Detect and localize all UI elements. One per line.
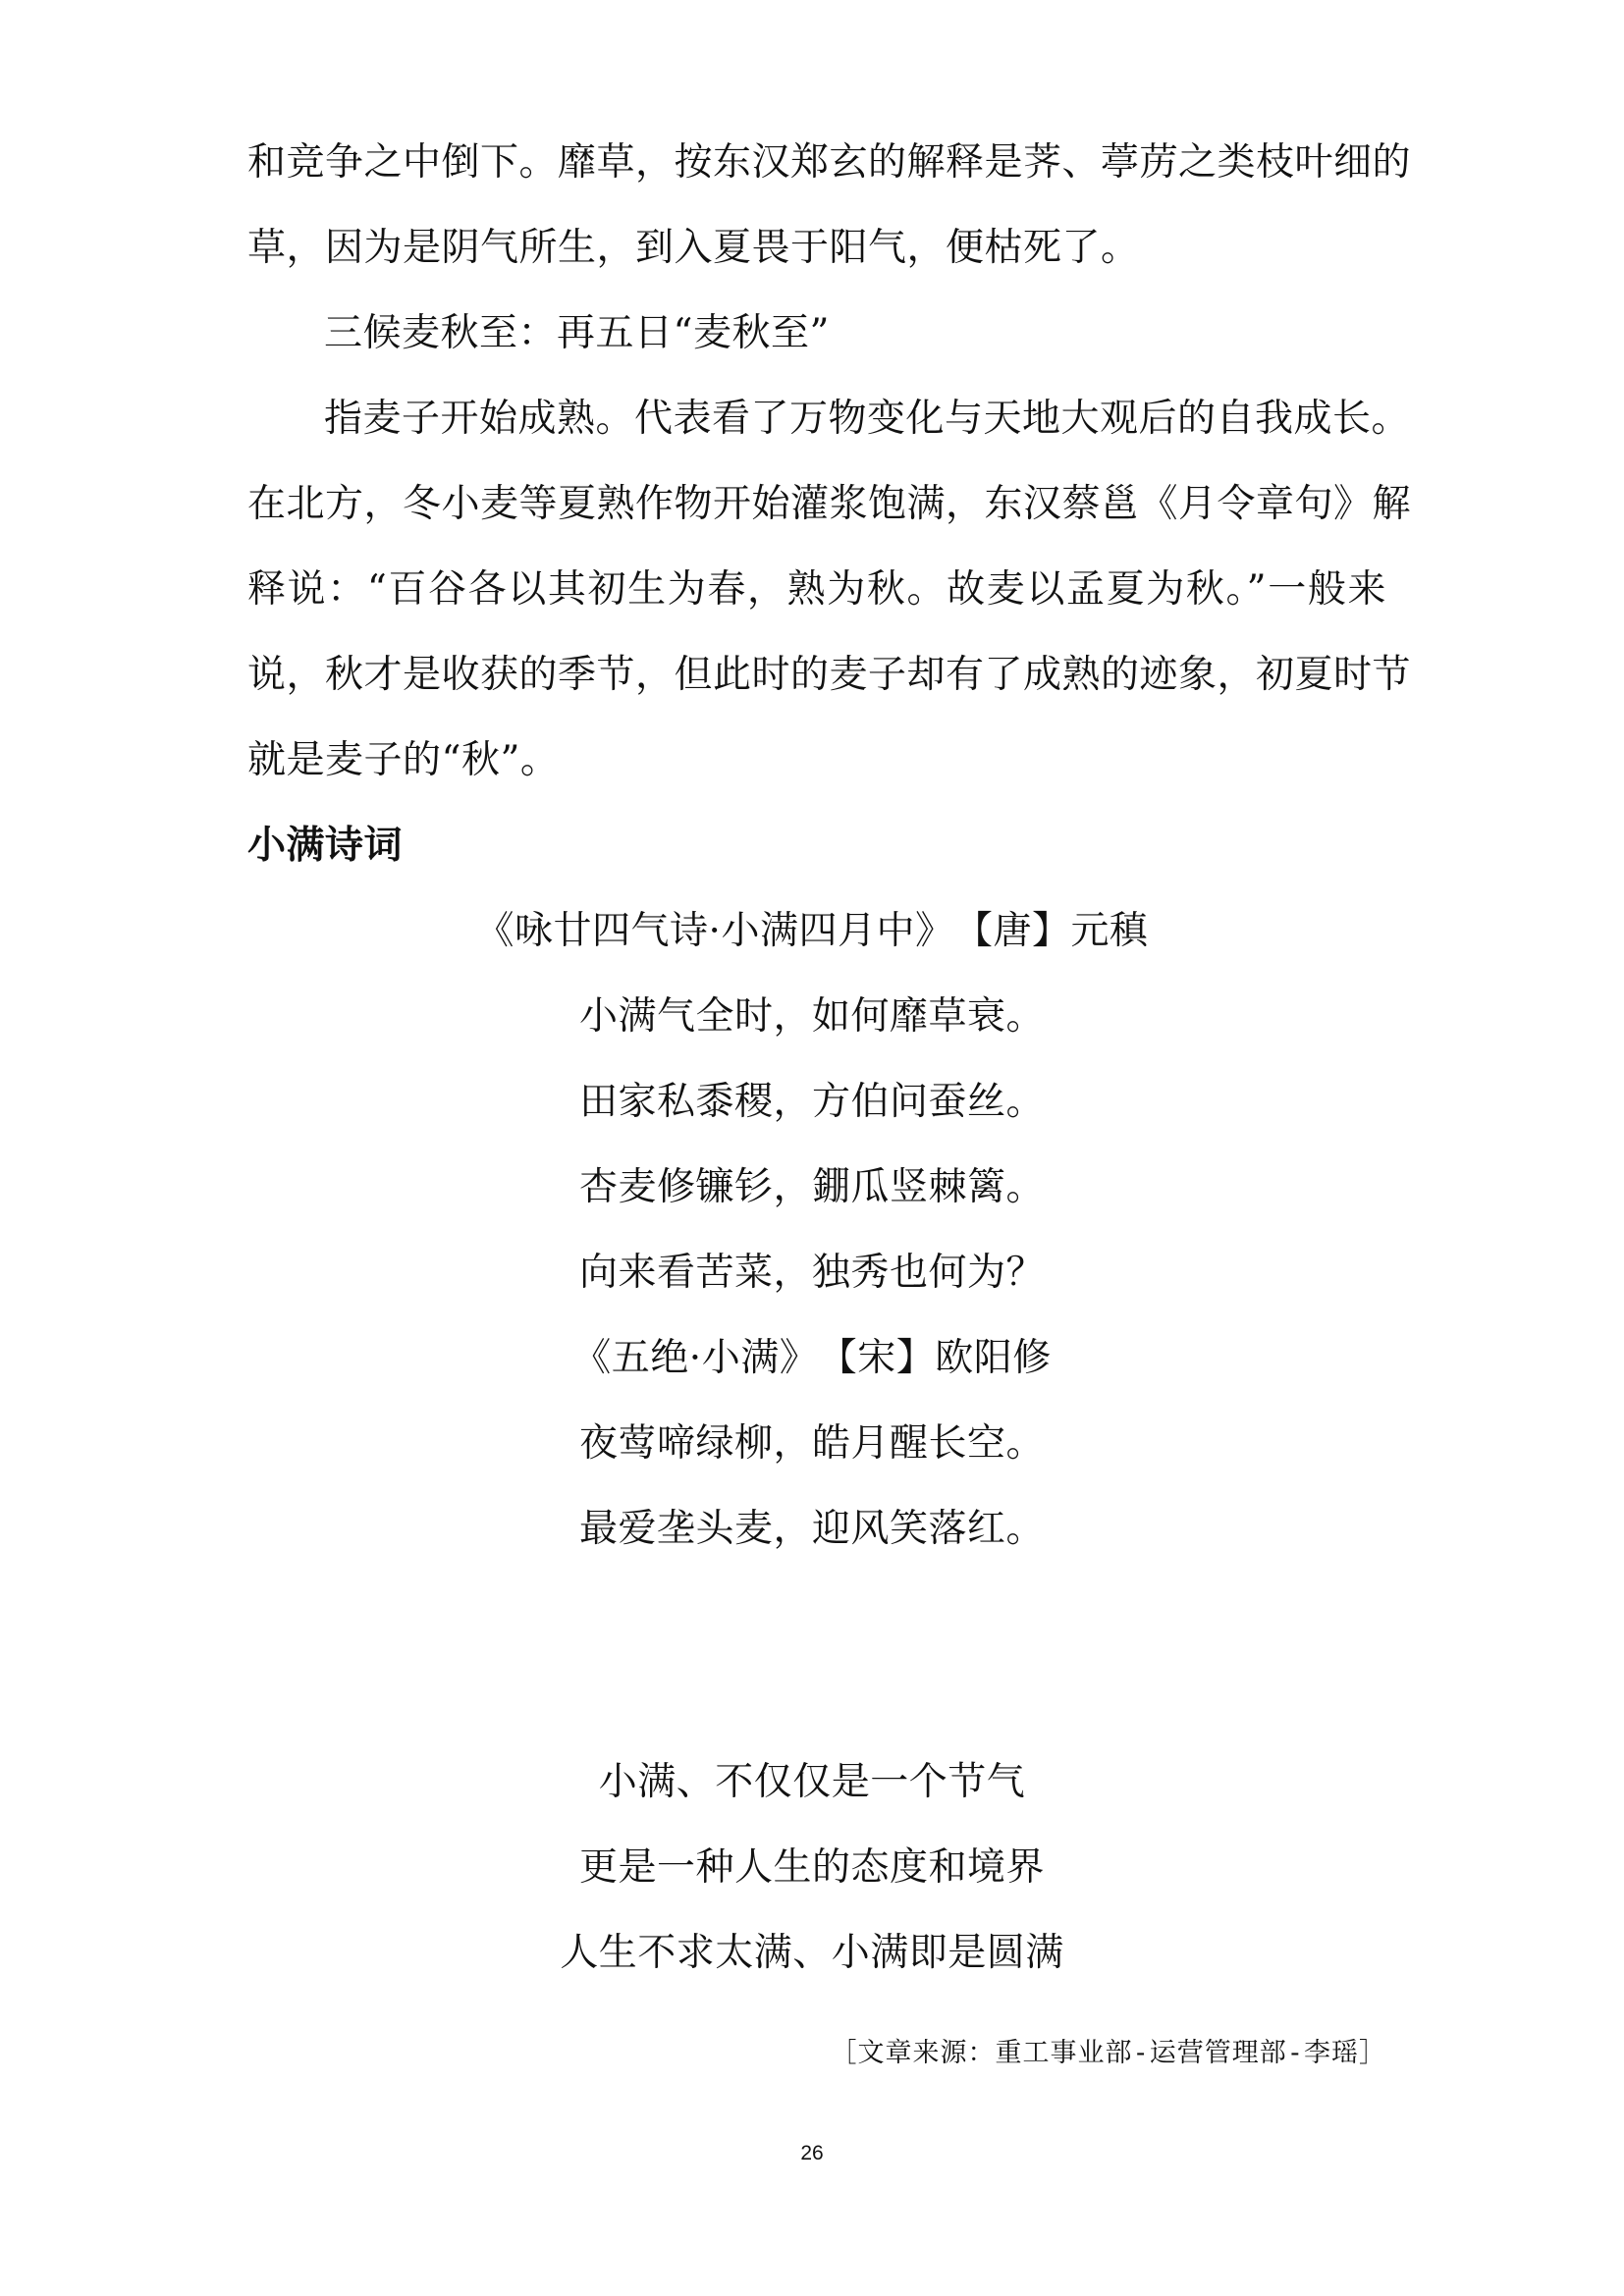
poem-line: 最爱垄头麦，迎风笑落红。: [578, 1507, 1045, 1551]
poem-line: 小满气全时，如何靡草衰。: [578, 994, 1045, 1039]
section-heading: 小满诗词: [247, 824, 404, 868]
paragraph-line: 在北方，冬小麦等夏熟作物开始灌浆饱满，东汉蔡邕《月令章句》解: [247, 482, 1412, 526]
paragraph-line: 释说：“百谷各以其初生为春，熟为秋。故麦以孟夏为秋。”一般来: [247, 567, 1386, 612]
poem-title: 《五绝·小满》 【宋】欧阳修: [572, 1336, 1052, 1380]
paragraph-line: 和竞争之中倒下。靡草，按东汉郑玄的解释是荠、葶苈之类枝叶细的: [247, 140, 1412, 185]
poem-line: 向来看苦菜，独秀也何为？: [578, 1251, 1045, 1295]
poem-title: 《咏廿四气诗·小满四月中》 【唐】元稹: [475, 909, 1149, 953]
closing-line: 更是一种人生的态度和境界: [578, 1845, 1045, 1890]
paragraph-line: 指麦子开始成熟。代表看了万物变化与天地大观后的自我成长。: [324, 397, 1411, 441]
closing-line: 人生不求太满、小满即是圆满: [560, 1931, 1064, 1975]
source-note: ［文章来源：重工事业部-运营管理部-李瑶］: [830, 2038, 1386, 2068]
paragraph-line: 草，因为是阴气所生，到入夏畏于阳气，便枯死了。: [247, 226, 1140, 270]
page-number: 26: [800, 2142, 824, 2164]
poem-line: 夜莺啼绿柳，皓月醒长空。: [578, 1421, 1045, 1466]
closing-line: 小满、不仅仅是一个节气: [598, 1760, 1026, 1804]
poem-line: 田家私黍稷，方伯问蚕丝。: [578, 1080, 1045, 1124]
paragraph-line: 三候麦秋至：再五日“麦秋至”: [324, 311, 830, 355]
paragraph-line: 说，秋才是收获的季节，但此时的麦子却有了成熟的迹象，初夏时节: [247, 653, 1412, 697]
poem-line: 杏麦修镰钐，錋瓜竖棘篱。: [578, 1165, 1045, 1209]
paragraph-line: 就是麦子的“秋”。: [247, 738, 560, 782]
